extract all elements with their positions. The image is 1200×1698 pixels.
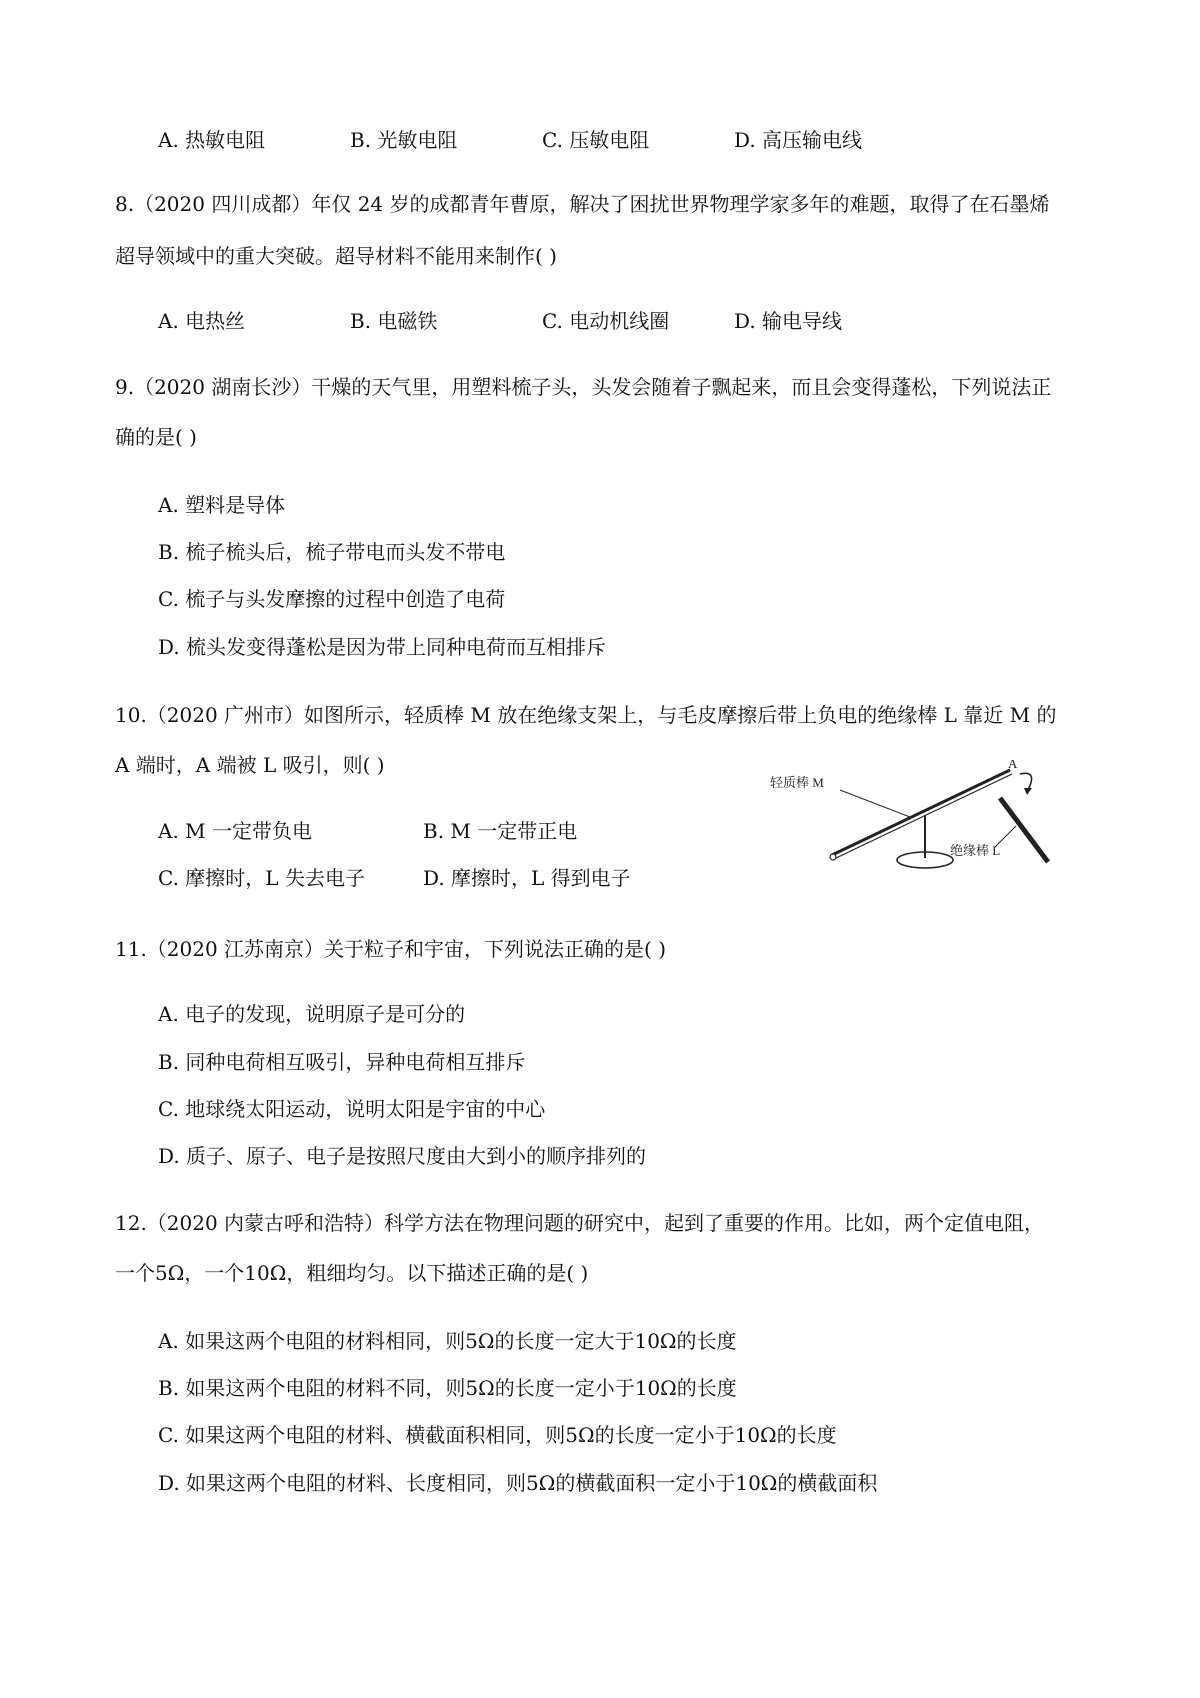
q9-option-c: C. 梳子与头发摩擦的过程中创造了电荷 [158,587,506,611]
q10-stem-line1: 10.（2020 广州市）如图所示，轻质棒 M 放在绝缘支架上，与毛皮摩擦后带上负电的绝缘棒 L 靠近 M 的 [115,703,1057,727]
q8-option-d: D. 输电导线 [734,309,843,333]
q10-option-b: B. M 一定带正电 [423,819,578,843]
q11-option-a: A. 电子的发现，说明原子是可分的 [158,1002,466,1026]
rod-l-edge [996,800,1044,864]
q11-option-d: D. 质子、原子、电子是按照尺度由大到小的顺序排列的 [158,1144,647,1168]
q8-stem-line2: 超导领域中的重大突破。超导材料不能用来制作( ) [115,244,557,268]
q12-stem-line1: 12.（2020 内蒙古呼和浩特）科学方法在物理问题的研究中，起到了重要的作用。比如，两个定值电阻， [115,1211,1045,1235]
q8-option-a: A. 电热丝 [158,309,246,333]
q11-stem-line1: 11.（2020 江苏南京）关于粒子和宇宙，下列说法正确的是( ) [115,937,667,961]
q9-option-a: A. 塑料是导体 [158,493,286,517]
label-insulating-rod-l: 绝缘棒 L [950,843,1001,858]
rod-m-end [830,854,836,860]
q12-option-b: B. 如果这两个电阻的材料不同，则5Ω的长度一定小于10Ω的长度 [158,1376,737,1400]
q12-option-d: D. 如果这两个电阻的材料、长度相同，则5Ω的横截面积一定小于10Ω的横截面积 [158,1471,878,1495]
label-end-a: A [1008,760,1018,771]
label-light-rod-m: 轻质棒 M [770,775,824,790]
q7-option-c: C. 压敏电阻 [542,128,650,152]
q8-stem-line1: 8.（2020 四川成都）年仅 24 岁的成都青年曹原，解决了困扰世界物理学家多年的难题，取得了在石墨烯 [115,192,1050,216]
rod-l [1000,798,1048,862]
q9-stem-line2: 确的是( ) [115,425,197,449]
q10-figure [770,760,1090,880]
q7-option-d: D. 高压输电线 [734,128,863,152]
q8-options [158,307,1058,335]
q9-option-b: B. 梳子梳头后，梳子带电而头发不带电 [158,540,506,564]
q10-option-a: A. M 一定带负电 [158,819,312,843]
q7-option-a: A. 热敏电阻 [158,128,266,152]
arrow-head-icon [1024,788,1032,795]
q9-stem-line1: 9.（2020 湖南长沙）干燥的天气里，用塑料梳子头，头发会随着子飘起来，而且会变得蓬松，下列说法正 [115,375,1052,399]
q8-option-c: C. 电动机线圈 [542,309,670,333]
leader-m [840,790,910,817]
q10-option-d: D. 摩擦时，L 得到电子 [423,866,631,890]
q11-option-c: C. 地球绕太阳运动，说明太阳是宇宙的中心 [158,1097,546,1121]
q12-option-c: C. 如果这两个电阻的材料、横截面积相同，则5Ω的长度一定小于10Ω的长度 [158,1423,837,1447]
q9-option-d: D. 梳头发变得蓬松是因为带上同种电荷而互相排斥 [158,635,607,659]
q11-option-b: B. 同种电荷相互吸引，异种电荷相互排斥 [158,1050,526,1074]
q7-option-b: B. 光敏电阻 [350,128,458,152]
q10-option-c: C. 摩擦时，L 失去电子 [158,866,365,890]
q7-options [158,126,1058,154]
q12-option-a: A. 如果这两个电阻的材料相同，则5Ω的长度一定大于10Ω的长度 [158,1329,737,1353]
q12-stem-line2: 一个5Ω，一个10Ω，粗细均匀。以下描述正确的是( ) [115,1261,589,1285]
q10-stem-line2: A 端时，A 端被 L 吸引，则( ) [115,753,385,777]
q8-option-b: B. 电磁铁 [350,309,438,333]
curved-arrow-icon [1020,773,1032,790]
